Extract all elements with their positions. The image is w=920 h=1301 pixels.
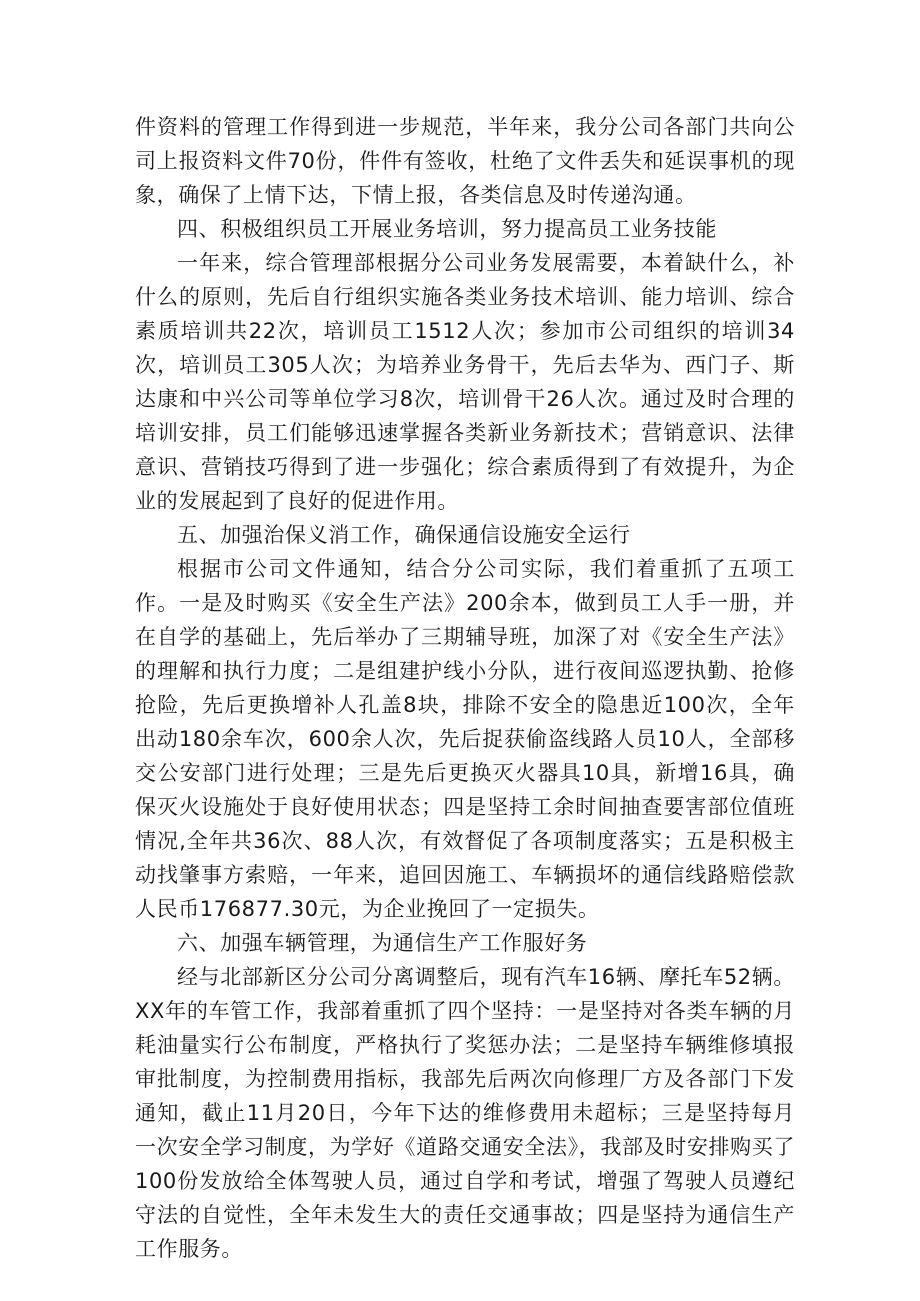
paragraph-training: 一年来，综合管理部根据分公司业务发展需要，本着缺什么，补什么的原则，先后自行组织实施各类业务技术培训、能力培训、综合素质培训共22次，培训员工1512人次；参加市公司组织的培训34次，培训员工305人次；为培养业务骨干，先后去华为、西门子、斯达康和中兴公司等单位学习8次，培训骨干26人次。通过及时合理的培训安排，员工们能够迅速掌握各类新业务新技术；营销意识、法律意识、营销技巧得到了进一步强化；综合素质得到了有效提升，为企业的发展起到了良好的促进作用。 [135, 251, 795, 513]
document-body [135, 110, 795, 1266]
paragraph-continued: 件资料的管理工作得到进一步规范，半年来，我分公司各部门共向公司上报资料文件70份，件件有签收，杜绝了文件丢失和延误事机的现象，确保了上情下达，下情上报，各类信息及时传递沟通。 [135, 115, 795, 207]
section-heading-security: 五、加强治保义消工作，确保通信设施安全运行 [177, 523, 631, 547]
paragraph-security: 根据市公司文件通知，结合分公司实际，我们着重抓了五项工作。一是及时购买《安全生产法》200余本，做到员工人手一册，并在自学的基础上，先后举办了三期辅导班，加深了对《安全生产法》的理解和执行力度；二是组建护线小分队，进行夜间巡逻执勤、抢修抢险，先后更换增补人孔盖8块，排除不安全的隐患近100次，全年出动180余车次，600余人次，先后捉获偷盗线路人员10人，全部移交公安部门进行处理；三是先后更换灭火器具10具，新增16具，确保灭火设施处于良好使用状态；四是坚持工余时间抽查要害部位值班情况,全年共36次、88人次，有效督促了各项制度落实；五是积极主动找肇事方索赔，一年来，追回因施工、车辆损坏的通信线路赔偿款人民币176877.30元，为企业挽回了一定损失。 [135, 557, 795, 921]
section-heading-vehicles: 六、加强车辆管理，为通信生产工作服好务 [177, 931, 588, 955]
paragraph-vehicles: 经与北部新区分公司分离调整后，现有汽车16辆、摩托车52辆。XX年的车管工作，我部着重抓了四个坚持：一是坚持对各类车辆的月耗油量实行公布制度，严格执行了奖惩办法；二是坚持车辆维修填报审批制度，为控制费用指标，我部先后两次向修理厂方及各部门下发通知，截止11月20日，今年下达的维修费用未超标；三是坚持每月一次安全学习制度，为学好《道路交通安全法》，我部及时安排购买了100份发放给全体驾驶人员，通过自学和考试，增强了驾驶人员遵纪守法的自觉性，全年未发生大的责任交通事故；四是坚持为通信生产工作服务。 [135, 965, 795, 1261]
section-heading-training: 四、积极组织员工开展业务培训，努力提高员工业务技能 [177, 217, 717, 241]
